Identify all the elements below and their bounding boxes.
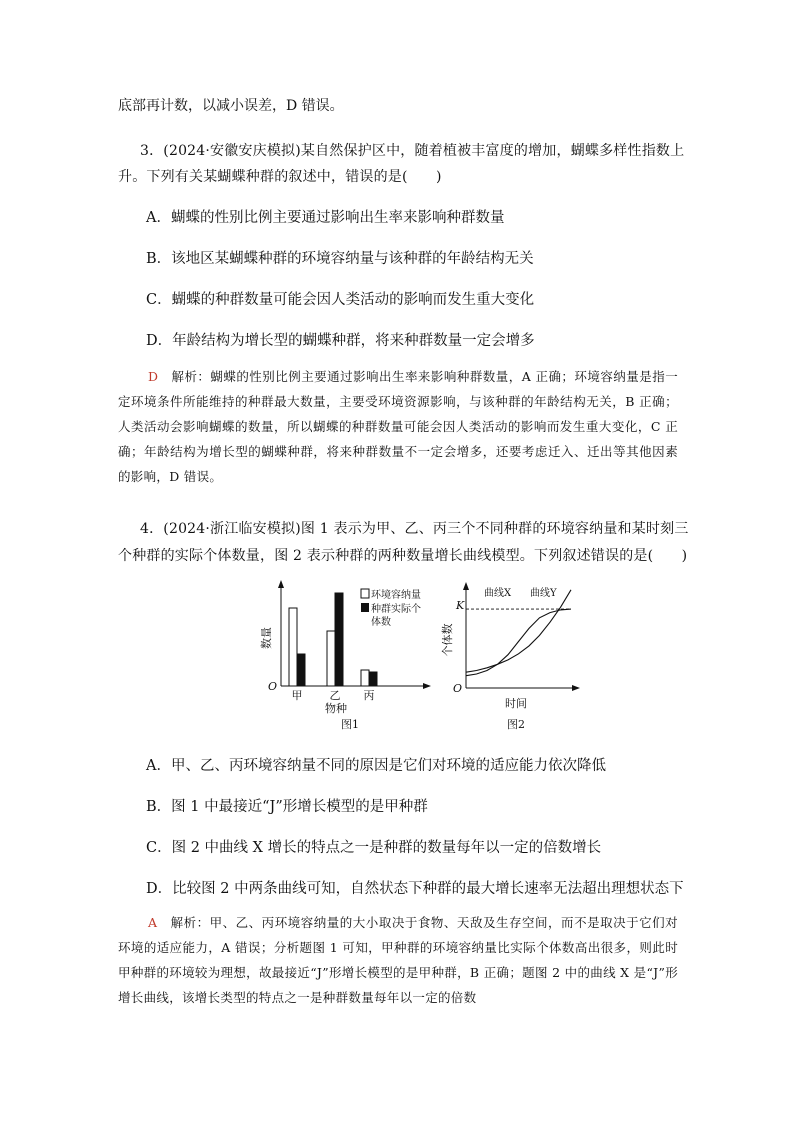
q4-option-d: D．比较图 2 中两条曲线可知，自然状态下种群的最大增长速率无法超出理想状态下 [146, 881, 684, 897]
q4-option-b: B．图 1 中最接近“J”形增长模型的是甲种群 [146, 799, 428, 815]
fig1-legend-actual-1: 种群实际个 [371, 604, 421, 615]
q4-option-a: A．甲、乙、丙环境容纳量不同的原因是它们对环境的适应能力依次降低 [146, 758, 606, 774]
fig2-curve-x-label: 曲线X [484, 588, 512, 599]
fig1-legend-capacity: 环境容纳量 [371, 590, 421, 601]
q4-stem-line1: 4．(2024·浙江临安模拟)图 1 表示为甲、乙、丙三个不同种群的环境容纳量和某时刻三 [140, 521, 689, 537]
fig2-y-arrow-icon [463, 582, 469, 590]
fig1-bar-capacity-1 [289, 608, 297, 686]
fig1-xlabel: 物种 [325, 702, 347, 715]
fig1-bar-actual-1 [297, 654, 305, 686]
fig2-curve-y [466, 609, 571, 676]
fig1-legend-swatch-actual [361, 603, 369, 612]
fig2-ylabel: 个体数 [441, 623, 454, 657]
q3-explanation-text: 解析：蝴蝶的性别比例主要通过影响出生率来影响种群数量，A 正确；环境容纳量是指一定环境条件所能维持的种群最大数量，主要受环境资源影响，与该种群的年龄结构无关，B 正确；人类活动会影响蝴蝶的数量，所以蝴蝶的种群数量可能会因人类活动的影响而发生重大变化，C 正确；年龄结构为增长型的蝴蝶种群，将来种群数量不一定会增多，还要考虑迁入、迁出等其他因素的影响，D 错误。 [118, 369, 678, 484]
q3-option-b: B．该地区某蝴蝶种群的环境容纳量与该种群的年龄结构无关 [146, 251, 534, 267]
q3-option-d: D．年龄结构为增长型的蝴蝶种群，将来种群数量一定会增多 [146, 333, 535, 349]
fig1-x-arrow-icon [423, 683, 431, 689]
fig2-origin: O [453, 682, 463, 695]
fig2-x-arrow-icon [572, 685, 580, 691]
figure-2-growth-curves [436, 582, 586, 732]
q4-explanation-text: 解析：甲、乙、丙环境容纳量的大小取决于食物、天敌及生存空间，而不是取决于它们对环境的适应能力，A 错误；分析题图 1 可知，甲种群的环境容纳量比实际个体数高出很多，则此时甲种群的环境较为理想，故最接近“J”形增长模型的是甲种群，B 正确；题图 2 中的曲线 X 是“J”形增长曲线，该增长类型的特点之一是种群数量每年以一定的倍数 [118, 915, 678, 1005]
q3-answer-letter: D [148, 369, 159, 384]
q4-answer-letter: A [148, 915, 158, 930]
fig1-legend-actual-2: 体数 [371, 617, 391, 628]
figure-1-bar-chart [255, 578, 445, 733]
fig2-caption: 图2 [507, 718, 525, 731]
q3-answer-explanation [118, 364, 678, 489]
fig2-curve-y-label: 曲线Y [530, 588, 557, 599]
fig1-y-arrow-icon [278, 580, 284, 588]
fig1-bar-capacity-2 [327, 631, 335, 686]
fig2-curve-x [466, 590, 571, 672]
fig1-bar-actual-2 [335, 593, 343, 686]
fig2-xlabel: 时间 [505, 697, 527, 710]
previous-answer-tail: 底部再计数，以减小误差，D 错误。 [118, 98, 344, 114]
q3-option-a: A．蝴蝶的性别比例主要通过影响出生率来影响种群数量 [146, 210, 505, 226]
fig1-caption: 图1 [341, 718, 359, 731]
q3-stem-line2: 升。下列有关某蝴蝶种群的叙述中，错误的是( ) [118, 169, 442, 185]
fig1-origin: O [268, 680, 278, 693]
q4-stem-line2: 个种群的实际个体数量，图 2 表示种群的两种数量增长曲线模型。下列叙述错误的是( ) [118, 548, 688, 564]
q4-answer-explanation [118, 910, 678, 1010]
q3-stem-line1: 3．(2024·安徽安庆模拟)某自然保护区中，随着植被丰富度的增加，蝴蝶多样性指数上 [140, 143, 685, 159]
fig1-bar-actual-3 [369, 672, 377, 686]
q4-option-c: C．图 2 中曲线 X 增长的特点之一是种群的数量每年以一定的倍数增长 [146, 840, 602, 856]
fig2-k-label: K [456, 599, 465, 612]
fig1-xtick-3: 丙 [363, 689, 375, 702]
fig1-ylabel: 数量 [260, 627, 273, 649]
fig1-legend-swatch-capacity [361, 589, 369, 598]
fig1-xtick-1: 甲 [291, 689, 303, 702]
fig1-bar-capacity-3 [361, 670, 369, 686]
q3-option-c: C．蝴蝶的种群数量可能会因人类活动的影响而发生重大变化 [146, 292, 535, 308]
fig1-xtick-2: 乙 [329, 689, 341, 702]
